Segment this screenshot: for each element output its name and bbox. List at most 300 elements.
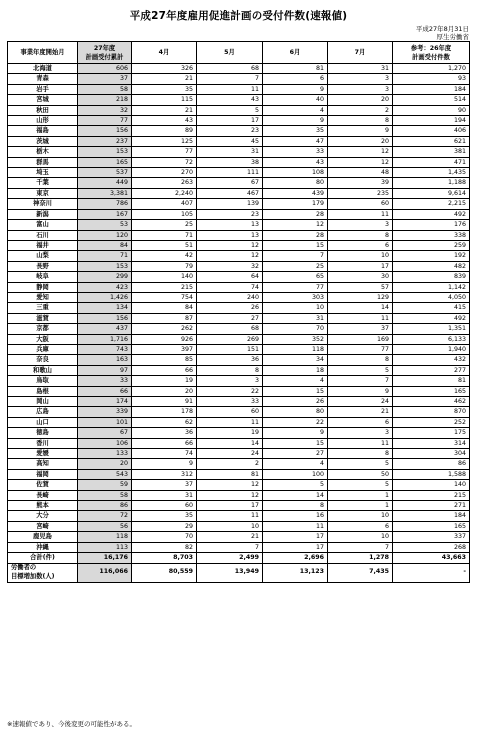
table-row bbox=[8, 95, 470, 105]
table-row bbox=[8, 64, 470, 74]
cell-ref: 1,588 bbox=[393, 469, 470, 479]
cell-jun: 40 bbox=[263, 95, 328, 105]
cell-pref: 岐阜 bbox=[8, 272, 78, 282]
cell-may: 7 bbox=[197, 542, 263, 552]
cell-apr: 62 bbox=[132, 417, 197, 427]
cell-ref: 314 bbox=[393, 438, 470, 448]
cell-jul: 1 bbox=[328, 501, 393, 511]
cell-may: 2 bbox=[197, 459, 263, 469]
cell-jun: 4 bbox=[263, 376, 328, 386]
cell-jun: 8 bbox=[263, 501, 328, 511]
cell-ref: 140 bbox=[393, 480, 470, 490]
table-row bbox=[8, 136, 470, 146]
cell-jun: 25 bbox=[263, 261, 328, 271]
cell-ref: 1,351 bbox=[393, 324, 470, 334]
cell-ref: 1,435 bbox=[393, 168, 470, 178]
cell-total: 165 bbox=[78, 157, 132, 167]
table-row bbox=[8, 365, 470, 375]
cell-ref: 406 bbox=[393, 126, 470, 136]
cell-pref: 広島 bbox=[8, 407, 78, 417]
cell-apr: 262 bbox=[132, 324, 197, 334]
cell-apr: 31 bbox=[132, 490, 197, 500]
issuing-organization: 厚生労働省 bbox=[436, 33, 469, 41]
header-jul: 7月 bbox=[328, 42, 393, 64]
cell-ref: 259 bbox=[393, 240, 470, 250]
cell-jun: 439 bbox=[263, 188, 328, 198]
cell-total: 58 bbox=[78, 490, 132, 500]
cell-pref: 高知 bbox=[8, 459, 78, 469]
cell-jul: 8 bbox=[328, 230, 393, 240]
cell-jun: 15 bbox=[263, 386, 328, 396]
header-may: 5月 bbox=[197, 42, 263, 64]
cell-pref: 東京 bbox=[8, 188, 78, 198]
cell-total: 449 bbox=[78, 178, 132, 188]
cell-jul: 2 bbox=[328, 105, 393, 115]
cell-jun: 303 bbox=[263, 292, 328, 302]
cell-jun: 9 bbox=[263, 84, 328, 94]
cell-total: 339 bbox=[78, 407, 132, 417]
cell-jul: 169 bbox=[328, 334, 393, 344]
cell-jun: 15 bbox=[263, 240, 328, 250]
cell-may: 11 bbox=[197, 417, 263, 427]
cell-total: 53 bbox=[78, 220, 132, 230]
cell-jul: 11 bbox=[328, 313, 393, 323]
table-row bbox=[8, 147, 470, 157]
cell-may: 13 bbox=[197, 230, 263, 240]
cell-apr: 8,703 bbox=[132, 553, 197, 563]
cell-jun: 81 bbox=[263, 64, 328, 74]
cell-jun: 34 bbox=[263, 355, 328, 365]
cell-total: 133 bbox=[78, 449, 132, 459]
table-row bbox=[8, 542, 470, 552]
cell-jul: 3 bbox=[328, 428, 393, 438]
cell-may: 12 bbox=[197, 480, 263, 490]
cell-apr: 21 bbox=[132, 105, 197, 115]
cell-ref: 870 bbox=[393, 407, 470, 417]
cell-jul: 1,278 bbox=[328, 553, 393, 563]
table-row bbox=[8, 178, 470, 188]
cell-ref: 43,663 bbox=[393, 553, 470, 563]
table-row bbox=[8, 490, 470, 500]
cell-ref: 215 bbox=[393, 490, 470, 500]
cell-apr: 70 bbox=[132, 532, 197, 542]
cell-pref: 大分 bbox=[8, 511, 78, 521]
cell-may: 11 bbox=[197, 84, 263, 94]
cell-jul: 14 bbox=[328, 303, 393, 313]
header-apr: 4月 bbox=[132, 42, 197, 64]
cell-jul: 10 bbox=[328, 511, 393, 521]
cell-jun: 26 bbox=[263, 397, 328, 407]
table-header bbox=[8, 42, 470, 64]
cell-total: 71 bbox=[78, 251, 132, 261]
cell-jul: 7,435 bbox=[328, 563, 393, 582]
cell-may: 240 bbox=[197, 292, 263, 302]
cell-jun: 27 bbox=[263, 449, 328, 459]
cell-pref: 神奈川 bbox=[8, 199, 78, 209]
cell-pref: 宮崎 bbox=[8, 521, 78, 531]
cell-jul: 60 bbox=[328, 199, 393, 209]
cell-pref: 埼玉 bbox=[8, 168, 78, 178]
cell-total: 56 bbox=[78, 521, 132, 531]
table-row bbox=[8, 209, 470, 219]
table-row bbox=[8, 521, 470, 531]
cell-pref: 佐賀 bbox=[8, 480, 78, 490]
cell-apr: 89 bbox=[132, 126, 197, 136]
cell-pref: 兵庫 bbox=[8, 344, 78, 354]
cell-may: 24 bbox=[197, 449, 263, 459]
cell-apr: 21 bbox=[132, 74, 197, 84]
cell-may: 38 bbox=[197, 157, 263, 167]
cell-pref: 岡山 bbox=[8, 397, 78, 407]
cell-jun: 77 bbox=[263, 282, 328, 292]
cell-total: 20 bbox=[78, 459, 132, 469]
cell-apr: 263 bbox=[132, 178, 197, 188]
cell-pref: 合計(件) bbox=[8, 553, 78, 563]
cell-ref: 1,940 bbox=[393, 344, 470, 354]
cell-apr: 51 bbox=[132, 240, 197, 250]
table-row bbox=[8, 126, 470, 136]
cell-may: 10 bbox=[197, 521, 263, 531]
table-row bbox=[8, 272, 470, 282]
cell-pref: 和歌山 bbox=[8, 365, 78, 375]
cell-pref: 愛知 bbox=[8, 292, 78, 302]
cell-ref: 2,215 bbox=[393, 199, 470, 209]
table-row bbox=[8, 199, 470, 209]
cell-jul: 17 bbox=[328, 261, 393, 271]
cell-ref: 337 bbox=[393, 532, 470, 542]
table-row bbox=[8, 376, 470, 386]
cell-ref: 6,133 bbox=[393, 334, 470, 344]
cell-jun: 47 bbox=[263, 136, 328, 146]
cell-may: 139 bbox=[197, 199, 263, 209]
cell-pref: 大阪 bbox=[8, 334, 78, 344]
cell-total: 299 bbox=[78, 272, 132, 282]
cell-total: 120 bbox=[78, 230, 132, 240]
cell-total: 167 bbox=[78, 209, 132, 219]
cell-may: 5 bbox=[197, 105, 263, 115]
cell-may: 151 bbox=[197, 344, 263, 354]
applications-table bbox=[7, 41, 470, 583]
table-row bbox=[8, 334, 470, 344]
cell-ref: 165 bbox=[393, 386, 470, 396]
cell-may: 12 bbox=[197, 251, 263, 261]
cell-ref: 471 bbox=[393, 157, 470, 167]
table-row bbox=[8, 469, 470, 479]
cell-apr: 82 bbox=[132, 542, 197, 552]
cell-jun: 17 bbox=[263, 542, 328, 552]
cell-ref: 268 bbox=[393, 542, 470, 552]
cell-total: 67 bbox=[78, 428, 132, 438]
cell-pref: 北海道 bbox=[8, 64, 78, 74]
cell-ref: - bbox=[393, 563, 470, 582]
cell-ref: 432 bbox=[393, 355, 470, 365]
header-pref: 事業年度開始月 bbox=[8, 42, 78, 64]
cell-may: 27 bbox=[197, 313, 263, 323]
table-row bbox=[8, 292, 470, 302]
cell-ref: 176 bbox=[393, 220, 470, 230]
cell-jul: 50 bbox=[328, 469, 393, 479]
cell-may: 269 bbox=[197, 334, 263, 344]
table-row bbox=[8, 303, 470, 313]
cell-jul: 235 bbox=[328, 188, 393, 198]
cell-jul: 8 bbox=[328, 116, 393, 126]
table-row bbox=[8, 261, 470, 271]
cell-may: 7 bbox=[197, 74, 263, 84]
cell-jul: 5 bbox=[328, 480, 393, 490]
cell-jul: 1 bbox=[328, 490, 393, 500]
cell-jun: 33 bbox=[263, 147, 328, 157]
table-row bbox=[8, 116, 470, 126]
cell-apr: 35 bbox=[132, 84, 197, 94]
cell-may: 12 bbox=[197, 240, 263, 250]
cell-may: 17 bbox=[197, 501, 263, 511]
cell-jun: 11 bbox=[263, 521, 328, 531]
cell-apr: 29 bbox=[132, 521, 197, 531]
cell-may: 32 bbox=[197, 261, 263, 271]
cell-ref: 1,188 bbox=[393, 178, 470, 188]
cell-jul: 8 bbox=[328, 449, 393, 459]
cell-jul: 6 bbox=[328, 521, 393, 531]
cell-may: 33 bbox=[197, 397, 263, 407]
cell-jul: 24 bbox=[328, 397, 393, 407]
cell-may: 467 bbox=[197, 188, 263, 198]
cell-ref: 462 bbox=[393, 397, 470, 407]
table-row bbox=[8, 501, 470, 511]
cell-ref: 277 bbox=[393, 365, 470, 375]
cell-jun: 4 bbox=[263, 459, 328, 469]
cell-apr: 25 bbox=[132, 220, 197, 230]
cell-apr: 215 bbox=[132, 282, 197, 292]
cell-pref: 長崎 bbox=[8, 490, 78, 500]
cell-total: 134 bbox=[78, 303, 132, 313]
table-row bbox=[8, 240, 470, 250]
cell-ref: 165 bbox=[393, 521, 470, 531]
cell-jun: 2,696 bbox=[263, 553, 328, 563]
cell-jul: 10 bbox=[328, 532, 393, 542]
table-row bbox=[8, 105, 470, 115]
cell-ref: 381 bbox=[393, 147, 470, 157]
cell-total: 423 bbox=[78, 282, 132, 292]
cell-apr: 87 bbox=[132, 313, 197, 323]
cell-total: 174 bbox=[78, 397, 132, 407]
cell-may: 3 bbox=[197, 376, 263, 386]
cell-total: 58 bbox=[78, 84, 132, 94]
header-row bbox=[8, 42, 470, 64]
table-row bbox=[8, 251, 470, 261]
cell-pref: 徳島 bbox=[8, 428, 78, 438]
cell-ref: 1,142 bbox=[393, 282, 470, 292]
cell-ref: 304 bbox=[393, 449, 470, 459]
cell-may: 21 bbox=[197, 532, 263, 542]
report-date: 平成27年8月31日 bbox=[415, 25, 469, 33]
cell-jun: 15 bbox=[263, 438, 328, 448]
cell-jul: 30 bbox=[328, 272, 393, 282]
cell-pref: 静岡 bbox=[8, 282, 78, 292]
cell-ref: 9,614 bbox=[393, 188, 470, 198]
cell-apr: 84 bbox=[132, 303, 197, 313]
cell-may: 26 bbox=[197, 303, 263, 313]
cell-jul: 48 bbox=[328, 168, 393, 178]
table-row bbox=[8, 313, 470, 323]
cell-ref: 90 bbox=[393, 105, 470, 115]
table-row bbox=[8, 188, 470, 198]
cell-jun: 100 bbox=[263, 469, 328, 479]
cell-jun: 12 bbox=[263, 220, 328, 230]
cell-apr: 36 bbox=[132, 428, 197, 438]
cell-ref: 175 bbox=[393, 428, 470, 438]
cell-jul: 57 bbox=[328, 282, 393, 292]
cell-apr: 77 bbox=[132, 147, 197, 157]
table-row bbox=[8, 417, 470, 427]
cell-pref: 山口 bbox=[8, 417, 78, 427]
cell-apr: 926 bbox=[132, 334, 197, 344]
cell-jul: 37 bbox=[328, 324, 393, 334]
cell-jul: 12 bbox=[328, 147, 393, 157]
cell-ref: 194 bbox=[393, 116, 470, 126]
cell-pref: 鳥取 bbox=[8, 376, 78, 386]
cell-apr: 270 bbox=[132, 168, 197, 178]
cell-apr: 178 bbox=[132, 407, 197, 417]
cell-ref: 621 bbox=[393, 136, 470, 146]
cell-ref: 415 bbox=[393, 303, 470, 313]
cell-apr: 42 bbox=[132, 251, 197, 261]
cell-pref: 群馬 bbox=[8, 157, 78, 167]
cell-may: 12 bbox=[197, 490, 263, 500]
table-row bbox=[8, 386, 470, 396]
cell-pref: 富山 bbox=[8, 220, 78, 230]
cell-ref: 4,050 bbox=[393, 292, 470, 302]
cell-total: 86 bbox=[78, 501, 132, 511]
table-row bbox=[8, 168, 470, 178]
cell-jul: 12 bbox=[328, 157, 393, 167]
cell-pref: 新潟 bbox=[8, 209, 78, 219]
cell-pref: 労働者の 目標増加数(人) bbox=[8, 563, 78, 582]
cell-may: 14 bbox=[197, 438, 263, 448]
cell-pref: 福岡 bbox=[8, 469, 78, 479]
cell-jun: 70 bbox=[263, 324, 328, 334]
cell-pref: 栃木 bbox=[8, 147, 78, 157]
cell-jul: 31 bbox=[328, 64, 393, 74]
table-row bbox=[8, 397, 470, 407]
cell-apr: 140 bbox=[132, 272, 197, 282]
table-row bbox=[8, 511, 470, 521]
cell-pref: 福島 bbox=[8, 126, 78, 136]
table-row bbox=[8, 324, 470, 334]
cell-total: 97 bbox=[78, 365, 132, 375]
cell-may: 13 bbox=[197, 220, 263, 230]
cell-jul: 3 bbox=[328, 74, 393, 84]
header-total: 27年度 計画受付累計 bbox=[78, 42, 132, 64]
cell-apr: 2,240 bbox=[132, 188, 197, 198]
cell-apr: 407 bbox=[132, 199, 197, 209]
cell-jun: 80 bbox=[263, 178, 328, 188]
cell-apr: 74 bbox=[132, 449, 197, 459]
cell-jun: 18 bbox=[263, 365, 328, 375]
cell-apr: 326 bbox=[132, 64, 197, 74]
table-row bbox=[8, 230, 470, 240]
cell-pref: 三重 bbox=[8, 303, 78, 313]
cell-jul: 77 bbox=[328, 344, 393, 354]
cell-jul: 5 bbox=[328, 459, 393, 469]
table-row bbox=[8, 428, 470, 438]
cell-total: 606 bbox=[78, 64, 132, 74]
cell-jul: 10 bbox=[328, 251, 393, 261]
cell-jul: 6 bbox=[328, 240, 393, 250]
cell-total: 786 bbox=[78, 199, 132, 209]
table-row bbox=[8, 84, 470, 94]
cell-jun: 108 bbox=[263, 168, 328, 178]
cell-may: 31 bbox=[197, 147, 263, 157]
cell-apr: 115 bbox=[132, 95, 197, 105]
cell-apr: 105 bbox=[132, 209, 197, 219]
cell-may: 36 bbox=[197, 355, 263, 365]
cell-ref: 1,270 bbox=[393, 64, 470, 74]
table-row bbox=[8, 282, 470, 292]
cell-pref: 奈良 bbox=[8, 355, 78, 365]
table-row bbox=[8, 532, 470, 542]
cell-may: 19 bbox=[197, 428, 263, 438]
cell-pref: 福井 bbox=[8, 240, 78, 250]
cell-ref: 184 bbox=[393, 511, 470, 521]
cell-total: 543 bbox=[78, 469, 132, 479]
cell-ref: 338 bbox=[393, 230, 470, 240]
cell-pref: 山形 bbox=[8, 116, 78, 126]
cell-pref: 滋賀 bbox=[8, 313, 78, 323]
cell-ref: 86 bbox=[393, 459, 470, 469]
cell-may: 60 bbox=[197, 407, 263, 417]
cell-ref: 93 bbox=[393, 74, 470, 84]
table-row bbox=[8, 438, 470, 448]
cell-jul: 39 bbox=[328, 178, 393, 188]
cell-jun: 6 bbox=[263, 74, 328, 84]
table-row bbox=[8, 355, 470, 365]
cell-apr: 60 bbox=[132, 501, 197, 511]
cell-pref: 山梨 bbox=[8, 251, 78, 261]
cell-total: 1,716 bbox=[78, 334, 132, 344]
cell-may: 68 bbox=[197, 64, 263, 74]
cell-may: 74 bbox=[197, 282, 263, 292]
cell-jul: 21 bbox=[328, 407, 393, 417]
cell-pref: 愛媛 bbox=[8, 449, 78, 459]
cell-jul: 20 bbox=[328, 95, 393, 105]
table-row bbox=[8, 480, 470, 490]
cell-jun: 28 bbox=[263, 209, 328, 219]
cell-apr: 91 bbox=[132, 397, 197, 407]
cell-jun: 7 bbox=[263, 251, 328, 261]
cell-jul: 20 bbox=[328, 136, 393, 146]
cell-jul: 8 bbox=[328, 355, 393, 365]
cell-jun: 118 bbox=[263, 344, 328, 354]
cell-may: 11 bbox=[197, 511, 263, 521]
cell-pref: 千葉 bbox=[8, 178, 78, 188]
cell-total: 153 bbox=[78, 261, 132, 271]
table-row bbox=[8, 220, 470, 230]
cell-pref: 石川 bbox=[8, 230, 78, 240]
cell-jun: 17 bbox=[263, 532, 328, 542]
cell-jul: 5 bbox=[328, 365, 393, 375]
cell-pref: 宮城 bbox=[8, 95, 78, 105]
cell-total: 16,176 bbox=[78, 553, 132, 563]
cell-jun: 43 bbox=[263, 157, 328, 167]
cell-jun: 16 bbox=[263, 511, 328, 521]
cell-may: 45 bbox=[197, 136, 263, 146]
cell-pref: 岩手 bbox=[8, 84, 78, 94]
footnote: ※速報値であり、今後変更の可能性がある。 bbox=[7, 720, 136, 728]
table-row bbox=[8, 459, 470, 469]
cell-may: 111 bbox=[197, 168, 263, 178]
cell-ref: 184 bbox=[393, 84, 470, 94]
cell-may: 68 bbox=[197, 324, 263, 334]
